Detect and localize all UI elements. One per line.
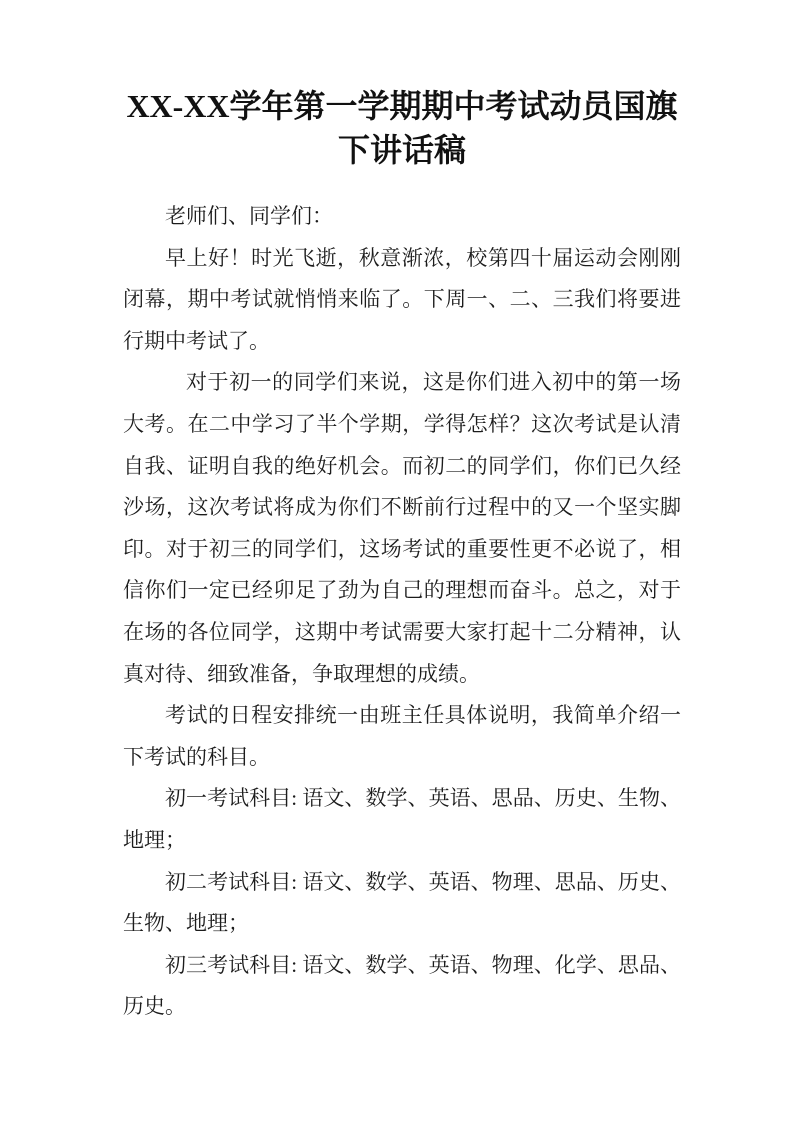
paragraph: 初三考试科目: 语文、数学、英语、物理、化学、思品、历史。 xyxy=(123,952,681,1019)
paragraph: 对于初一的同学们来说，这是你们进入初中的第一场大考。在二中学习了半个学期，学得怎样？这次考试是认清自我、证明自我的绝好机会。而初二的同学们，你们已久经沙场，这次考试将成为你们不断前行过程中的又一个坚实脚印。对于初三的同学们，这场考试的重要性更不必说了，相信你们一定已经卯足了劲为自己的理想而奋斗。总之，对于在场的各位同学，这期中考试需要大家打起十二分精神，认真对待、细致准备，争取理想的成绩。 xyxy=(123,370,681,686)
paragraph: 考试的日程安排统一由班主任具体说明，我简单介绍一下考试的科目。 xyxy=(123,703,681,769)
paragraph: 老师们、同学们： xyxy=(165,204,333,228)
document-content xyxy=(123,84,681,1028)
document-title: XX-XX学年第一学期期中考试动员国旗下讲话稿 xyxy=(126,88,678,168)
paragraph: 初一考试科目: 语文、数学、英语、思品、历史、生物、地理； xyxy=(123,786,681,852)
paragraph: 早上好！时光飞逝，秋意渐浓，校第四十届运动会刚刚闭幕，期中考试就悄悄来临了。下周一、二、三我们将要进行期中考试了。 xyxy=(123,245,681,353)
document-body xyxy=(123,196,681,1028)
paragraph: 初二考试科目: 语文、数学、英语、物理、思品、历史、生物、地理； xyxy=(123,869,681,936)
